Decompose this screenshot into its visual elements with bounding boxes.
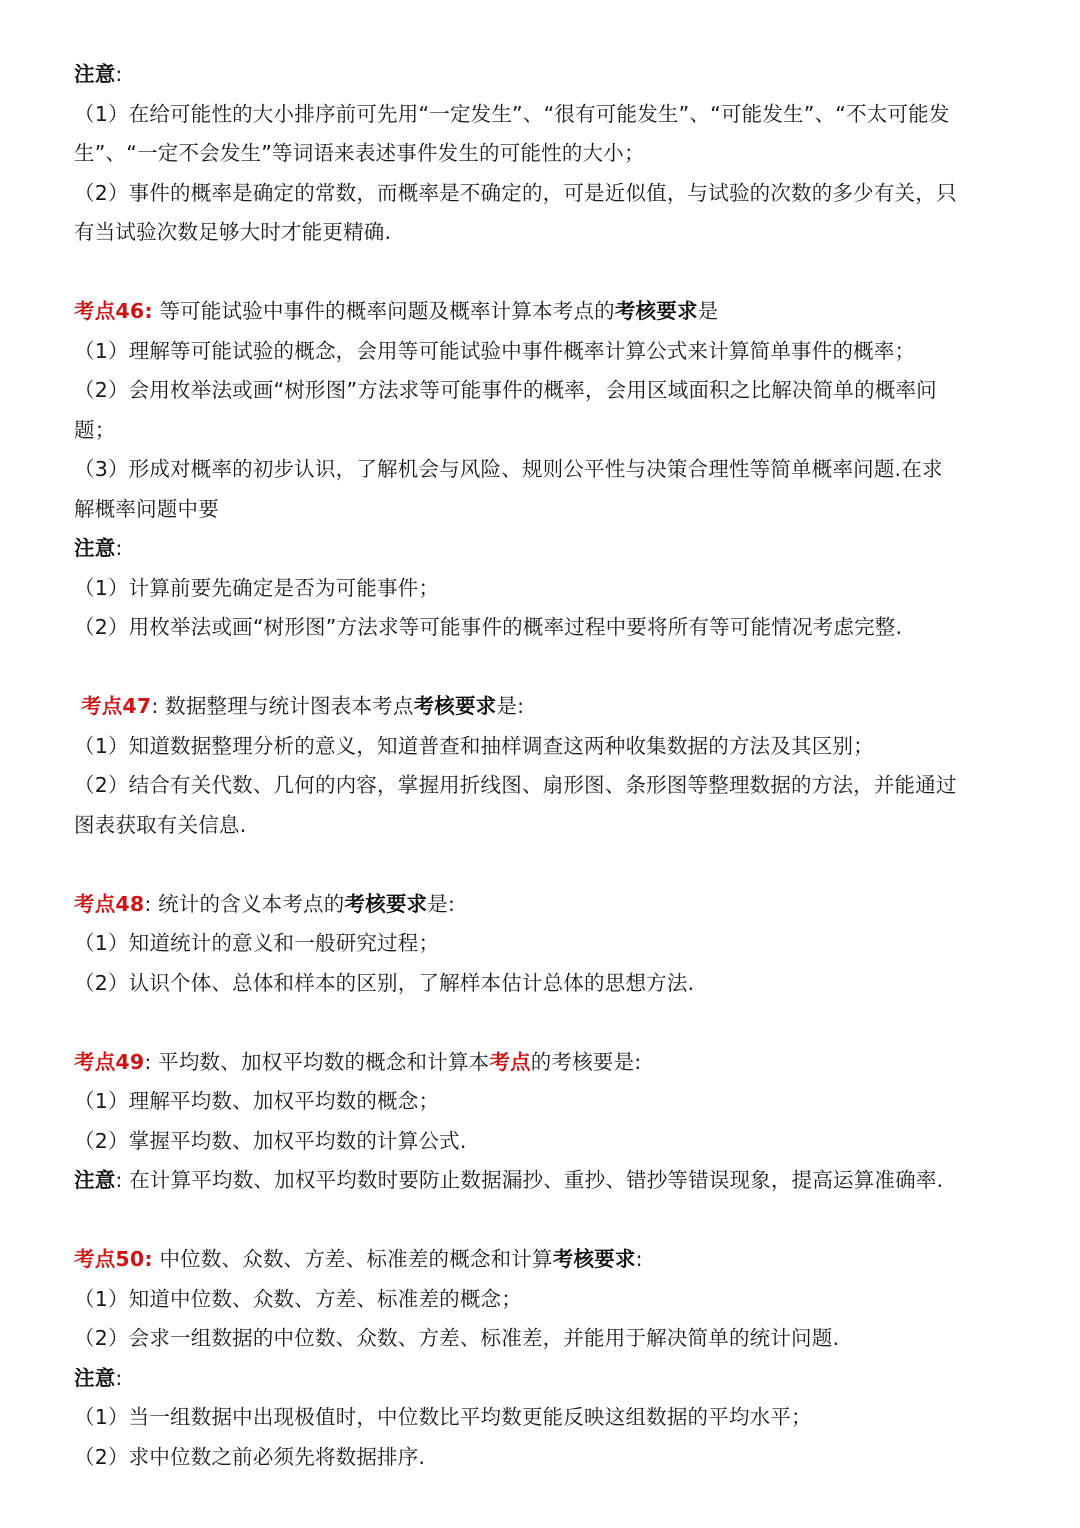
spacer bbox=[74, 845, 1006, 885]
section-tag-inline: 考点 bbox=[489, 1049, 531, 1074]
paragraph-line: （2）事件的概率是确定的常数，而概率是不确定的，可是近似值，与试验的次数的多少有关，只 bbox=[74, 180, 957, 205]
list-item: 题； bbox=[74, 417, 116, 442]
section-heading-text: 是 bbox=[697, 299, 719, 323]
section-heading-bold: 考核要求 bbox=[552, 1247, 636, 1271]
spacer bbox=[74, 253, 1006, 293]
note-label: 注意 bbox=[74, 536, 116, 560]
list-item: （2）结合有关代数、几何的内容，掌握用折线图、扇形图、条形图等整理数据的方法，并能通过 bbox=[74, 773, 957, 797]
list-item: （1）理解平均数、加权平均数的概念； bbox=[74, 1089, 440, 1113]
list-item: （1）理解等可能试验的概念，会用等可能试验中事件概率计算公式来计算简单事件的概率； bbox=[74, 338, 916, 363]
note-heading bbox=[74, 529, 1006, 569]
note-line bbox=[74, 1161, 1006, 1201]
section-heading-text: : bbox=[635, 1247, 643, 1271]
list-item: （1）知道统计的意义和一般研究过程； bbox=[74, 931, 440, 955]
section-heading-text: 等可能试验中事件的概率问题及概率计算本考点的 bbox=[152, 299, 615, 323]
note-colon: : bbox=[115, 536, 123, 560]
section-heading-k47 bbox=[74, 687, 1006, 727]
section-tag: 考点48 bbox=[74, 891, 145, 916]
note-colon: : bbox=[115, 1365, 123, 1390]
list-item: （3）形成对概率的初步认识，了解机会与风险、规则公平性与决策合理性等简单概率问题.在求 bbox=[74, 457, 943, 481]
spacer bbox=[74, 1201, 1006, 1241]
spacer bbox=[74, 1003, 1006, 1043]
note-label: 注意 bbox=[74, 1168, 116, 1192]
section-heading-text: : 统计的含义本考点的 bbox=[144, 891, 345, 916]
section-heading-k46 bbox=[74, 292, 1006, 332]
section-heading-bold: 考核要求 bbox=[344, 891, 428, 916]
list-item: （1）知道数据整理分析的意义，知道普查和抽样调查这两种收集数据的方法及其区别； bbox=[74, 733, 874, 758]
section-tag: 考点50: bbox=[74, 1247, 153, 1271]
section-heading-bold: 考核要求 bbox=[413, 694, 497, 718]
note-text: : 在计算平均数、加权平均数时要防止数据漏抄、重抄、错抄等错误现象，提高运算准确率. bbox=[115, 1168, 944, 1192]
paragraph-line: 有当试验次数足够大时才能更精确. bbox=[74, 220, 392, 244]
paragraph-line: 生”、“一定不会发生”等词语来表述事件发生的可能性的大小； bbox=[74, 141, 645, 165]
note-label: 注意 bbox=[74, 1365, 116, 1390]
list-item: （2）用枚举法或画“树形图”方法求等可能事件的概率过程中要将所有等可能情况考虑完整. bbox=[74, 615, 903, 639]
section-heading-k50 bbox=[74, 1240, 1006, 1280]
list-item: （2）会用枚举法或画“树形图”方法求等可能事件的概率，会用区域面积之比解决简单的概率问 bbox=[74, 378, 937, 402]
list-item: （1）计算前要先确定是否为可能事件； bbox=[74, 575, 440, 600]
section-heading-k49 bbox=[74, 1043, 1006, 1083]
section-tag: 考点49 bbox=[74, 1049, 145, 1074]
list-item: （2）会求一组数据的中位数、众数、方差、标准差，并能用于解决简单的统计问题. bbox=[74, 1326, 840, 1350]
section-heading-text: : 数据整理与统计图表本考点 bbox=[151, 694, 414, 718]
section-tag: 考点46: bbox=[74, 299, 153, 323]
section-heading-bold: 考核要求 bbox=[614, 299, 698, 323]
note-heading bbox=[74, 55, 1006, 95]
section-heading-text: 是: bbox=[496, 694, 525, 718]
section-heading-text: : 平均数、加权平均数的概念和计算本 bbox=[144, 1049, 490, 1074]
list-item: （2）掌握平均数、加权平均数的计算公式. bbox=[74, 1128, 467, 1153]
list-item: （2）认识个体、总体和样本的区别，了解样本估计总体的思想方法. bbox=[74, 970, 695, 995]
section-heading-text: 的考核要是: bbox=[530, 1049, 642, 1074]
list-item: （2）求中位数之前必须先将数据排序. bbox=[74, 1444, 426, 1469]
note-heading bbox=[74, 1359, 1006, 1399]
paragraph-line: （1）在给可能性的大小排序前可先用“一定发生”、“很有可能发生”、“可能发生”、“不太可能发 bbox=[74, 101, 950, 126]
note-colon: : bbox=[115, 62, 123, 86]
list-item: （1）知道中位数、众数、方差、标准差的概念； bbox=[74, 1286, 522, 1311]
list-item: 图表获取有关信息. bbox=[74, 812, 247, 837]
list-item: 解概率问题中要 bbox=[74, 496, 219, 521]
note-label: 注意 bbox=[74, 62, 116, 86]
section-heading-k48 bbox=[74, 885, 1006, 925]
section-heading-text: 是: bbox=[427, 891, 456, 916]
spacer bbox=[74, 648, 1006, 688]
section-heading-text: 中位数、众数、方差、标准差的概念和计算 bbox=[152, 1247, 553, 1271]
list-item: （1）当一组数据中出现极值时，中位数比平均数更能反映这组数据的平均水平； bbox=[74, 1405, 812, 1429]
section-tag: 考点47 bbox=[81, 694, 152, 718]
